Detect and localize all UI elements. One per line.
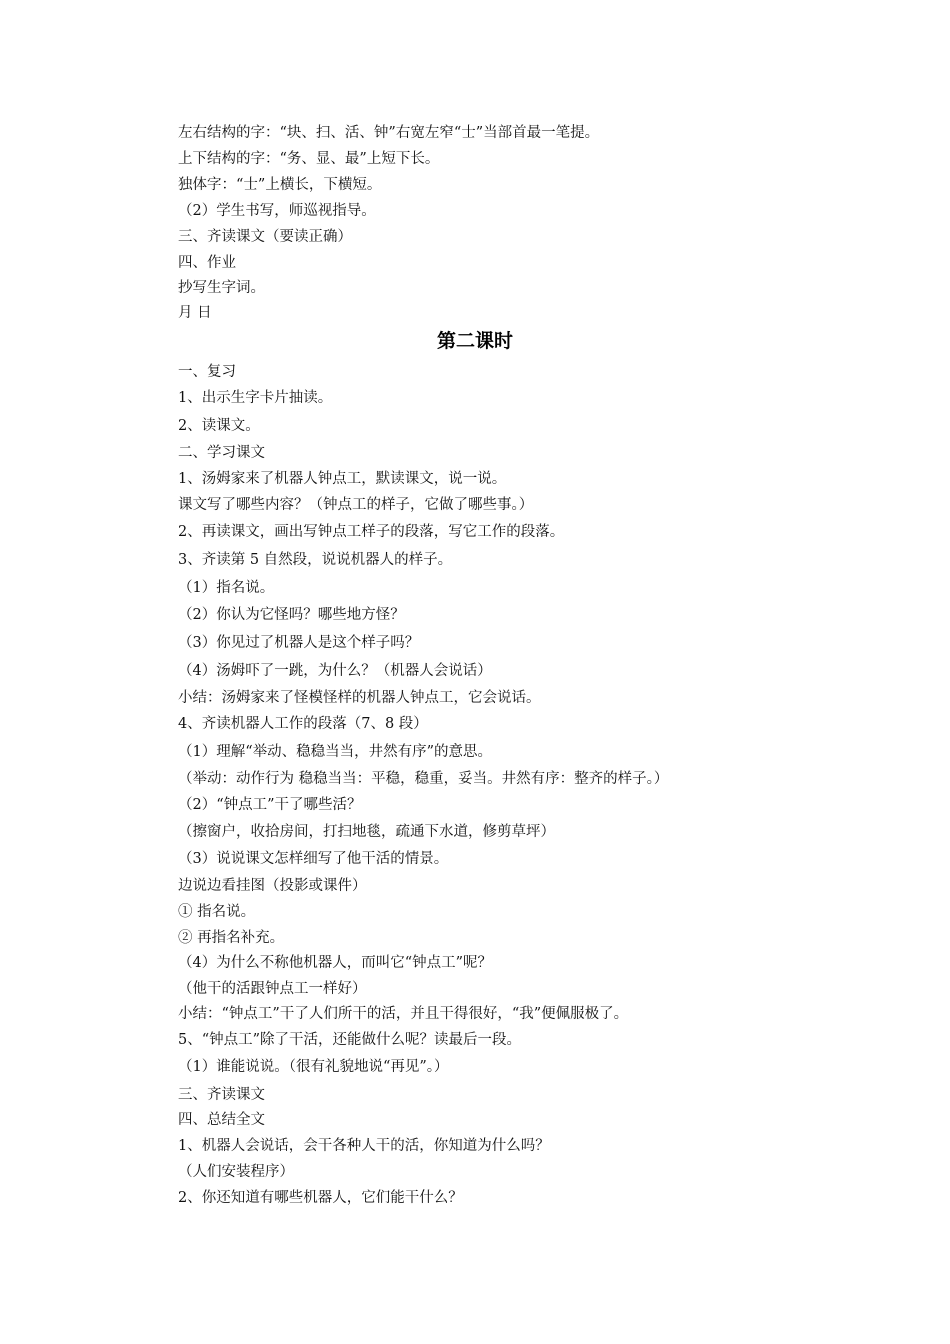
text-line: 四、总结全文: [178, 1112, 265, 1128]
text-line: 上下结构的字：“务、显、最”上短下长。: [178, 151, 440, 167]
text-line: 三、齐读课文: [178, 1087, 265, 1103]
text-line: 2、读课文。: [178, 418, 260, 434]
text-line: （1）理解“举动、稳稳当当，井然有序”的意思。: [178, 744, 493, 760]
text-line: 4、齐读机器人工作的段落（7、8 段）: [178, 716, 428, 732]
text-line: （3）说说课文怎样细写了他干活的情景。: [178, 851, 449, 867]
text-line: 3、齐读第 5 自然段，说说机器人的样子。: [178, 552, 453, 568]
text-line: 1、机器人会说话，会干各种人干的活，你知道为什么吗？: [178, 1138, 550, 1154]
text-line: 2、你还知道有哪些机器人，它们能干什么？: [178, 1190, 463, 1206]
text-line: （擦窗户，收拾房间，打扫地毯，疏通下水道，修剪草坪）: [178, 824, 555, 840]
text-line: 抄写生字词。: [178, 280, 265, 296]
text-line: （2）“钟点工”干了哪些活？: [178, 797, 362, 813]
text-line: （2）你认为它怪吗？哪些地方怪？: [178, 607, 405, 623]
text-line: （4）为什么不称他机器人，而叫它“钟点工”呢？: [178, 955, 493, 971]
text-line: （1）指名说。: [178, 580, 275, 596]
text-line: 左右结构的字：“块、扫、活、钟”右宽左窄“士”当部首最一笔提。: [178, 125, 600, 141]
text-line: 小结：汤姆家来了怪模怪样的机器人钟点工，它会说话。: [178, 690, 541, 706]
text-line: （4）汤姆吓了一跳，为什么？（机器人会说话）: [178, 663, 492, 679]
text-line: 四、作业: [178, 255, 236, 271]
text-line: （3）你见过了机器人是这个样子吗？: [178, 635, 420, 651]
text-line: （他干的活跟钟点工一样好）: [178, 981, 367, 997]
text-line: 1、出示生字卡片抽读。: [178, 390, 333, 406]
text-line: ② 再指名补充。: [178, 930, 285, 946]
text-line: 5、“钟点工”除了干活，还能做什么呢？读最后一段。: [178, 1032, 522, 1048]
text-line: （人们安装程序）: [178, 1164, 294, 1180]
text-line: ① 指名说。: [178, 904, 256, 920]
text-line: （2）学生书写，师巡视指导。: [178, 203, 376, 219]
text-line: 边说边看挂图（投影或课件）: [178, 878, 367, 894]
text-line: （1）谁能说说。（很有礼貌地说“再见”。）: [178, 1059, 449, 1075]
text-line: 课文写了哪些内容？（钟点工的样子，它做了哪些事。）: [178, 497, 534, 513]
text-line: 2、再读课文，画出写钟点工样子的段落，写它工作的段落。: [178, 524, 565, 540]
date-line: 月 日: [178, 305, 212, 321]
text-line: 三、齐读课文（要读正确）: [178, 229, 352, 245]
text-line: 独体字：“士”上横长，下横短。: [178, 177, 382, 193]
text-line: （举动：动作行为 稳稳当当：平稳，稳重，妥当。井然有序：整齐的样子。）: [178, 771, 669, 787]
text-line: 小结：“钟点工”干了人们所干的活，并且干得很好，“我”便佩服极了。: [178, 1006, 629, 1022]
text-line: 1、汤姆家来了机器人钟点工，默读课文，说一说。: [178, 471, 507, 487]
text-line: 二、学习课文: [178, 445, 265, 461]
text-line: 一、复习: [178, 364, 236, 380]
section-title: 第二课时: [436, 330, 513, 352]
